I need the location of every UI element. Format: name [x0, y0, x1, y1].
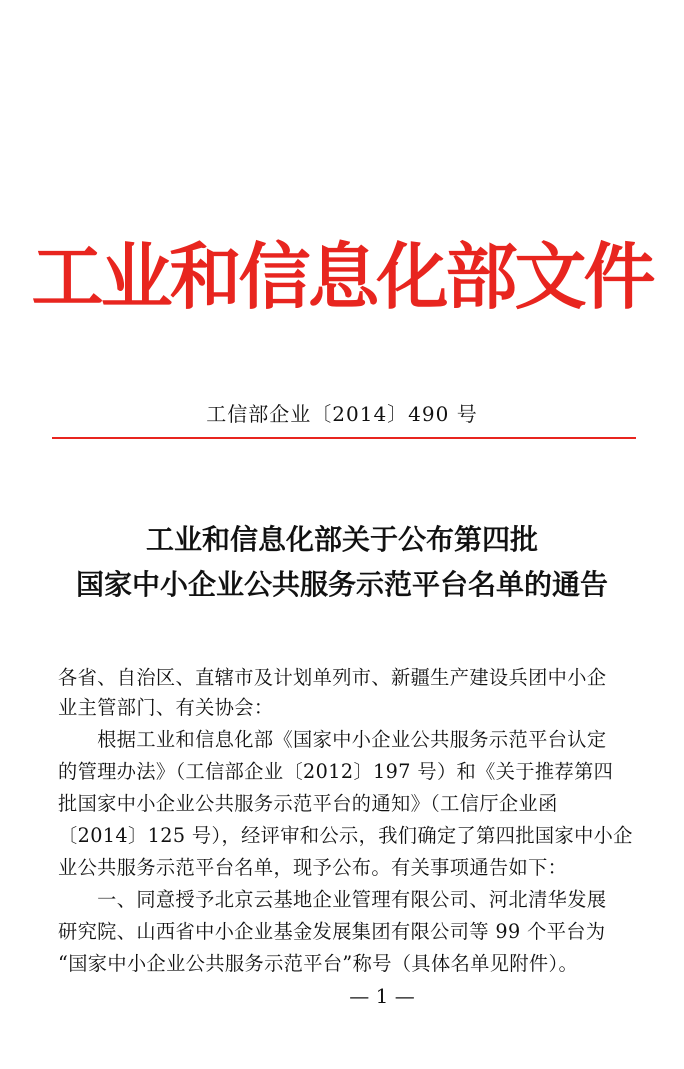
document-number: 工信部企业〔2014〕490 号: [206, 402, 478, 426]
red-separator-rule: [52, 437, 636, 439]
letterhead: 工业和信息化部文件: [31, 234, 653, 319]
notice-title-line-2: 国家中小企业公共服务示范平台名单的通告: [75, 568, 608, 601]
body-line: 业公共服务示范平台名单，现予公布。有关事项通告如下：: [58, 856, 568, 879]
body-line: 一、同意授予北京云基地企业管理有限公司、河北清华发展: [58, 888, 607, 911]
body-line: 批国家中小企业公共服务示范平台的通知》（工信厅企业函: [58, 792, 558, 815]
body-line: 研究院、山西省中小企业基金发展集团有限公司等 99 个平台为: [58, 920, 606, 943]
page-number: — 1 —: [349, 984, 415, 1008]
body-line: “国家中小企业公共服务示范平台”称号（具体名单见附件）。: [58, 952, 579, 975]
notice-title-line-1: 工业和信息化部关于公布第四批: [145, 523, 538, 556]
body-line: 的管理办法》（工信部企业〔2012〕197 号）和《关于推荐第四: [58, 760, 614, 783]
body-line: 〔2014〕125 号），经评审和公示，我们确定了第四批国家中小企: [58, 824, 633, 847]
body-line: 根据工业和信息化部《国家中小企业公共服务示范平台认定: [58, 728, 607, 751]
body-line: 各省、自治区、直辖市及计划单列市、新疆生产建设兵团中小企: [58, 666, 607, 689]
body-line: 业主管部门、有关协会：: [58, 696, 274, 719]
